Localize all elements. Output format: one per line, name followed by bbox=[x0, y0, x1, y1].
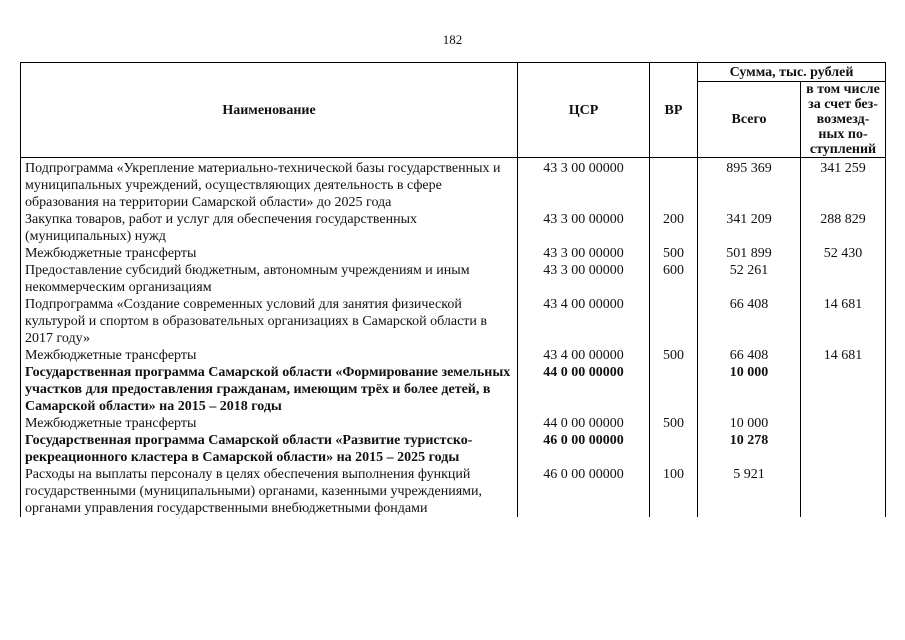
row-vr bbox=[650, 364, 698, 415]
row-vr bbox=[650, 158, 698, 212]
column-header-csr: ЦСР bbox=[518, 63, 650, 158]
table-row-program bbox=[21, 432, 886, 466]
row-vr: 100 bbox=[650, 466, 698, 517]
row-csr: 43 4 00 00000 bbox=[518, 347, 650, 364]
row-name: Подпрограмма «Создание современных условий для занятия физической культурой и спортом в образовательных организациях в Самарской области в 2017 году» bbox=[21, 296, 518, 347]
row-total: 66 408 bbox=[698, 296, 801, 347]
row-name: Государственная программа Самарской области «Формирование земельных участков для предоставления гражданам, имеющим трёх и более детей, в Самарской области» на 2015 – 2018 годы bbox=[21, 364, 518, 415]
row-total: 895 369 bbox=[698, 158, 801, 212]
row-name: Закупка товаров, работ и услуг для обеспечения государственных (муниципальных) нужд bbox=[21, 211, 518, 245]
row-vr: 500 bbox=[650, 347, 698, 364]
row-incl bbox=[801, 432, 886, 466]
table-row bbox=[21, 466, 886, 517]
row-total: 52 261 bbox=[698, 262, 801, 296]
row-csr: 46 0 00 00000 bbox=[518, 466, 650, 517]
column-header-incl: в том числе за счет без- возмезд- ных по- ступлений bbox=[801, 82, 886, 158]
table-row bbox=[21, 347, 886, 364]
row-incl: 14 681 bbox=[801, 347, 886, 364]
row-total: 10 278 bbox=[698, 432, 801, 466]
budget-table bbox=[20, 62, 886, 517]
row-name: Межбюджетные трансферты bbox=[21, 347, 518, 364]
row-total: 341 209 bbox=[698, 211, 801, 245]
row-csr: 43 3 00 00000 bbox=[518, 245, 650, 262]
row-name: Расходы на выплаты персоналу в целях обеспечения выполнения функций государственными (муниципальными) органами, казенными учреждениями, органами управления государственными внебюджетными фондами bbox=[21, 466, 518, 517]
row-incl: 288 829 bbox=[801, 211, 886, 245]
row-total: 5 921 bbox=[698, 466, 801, 517]
row-csr: 43 3 00 00000 bbox=[518, 262, 650, 296]
column-header-sum: Сумма, тыс. рублей bbox=[698, 63, 886, 82]
row-csr: 43 3 00 00000 bbox=[518, 158, 650, 212]
row-name: Межбюджетные трансферты bbox=[21, 245, 518, 262]
row-total: 10 000 bbox=[698, 364, 801, 415]
row-incl bbox=[801, 415, 886, 432]
row-incl bbox=[801, 364, 886, 415]
table-row-program bbox=[21, 364, 886, 415]
table-row bbox=[21, 245, 886, 262]
row-vr: 200 bbox=[650, 211, 698, 245]
row-name: Межбюджетные трансферты bbox=[21, 415, 518, 432]
table-row bbox=[21, 211, 886, 245]
row-total: 66 408 bbox=[698, 347, 801, 364]
page-number: 182 bbox=[442, 32, 463, 47]
row-vr: 600 bbox=[650, 262, 698, 296]
row-name: Государственная программа Самарской области «Развитие туристско-рекреационного кластера в Самарской области» на 2015 – 2025 годы bbox=[21, 432, 518, 466]
table-row bbox=[21, 296, 886, 347]
row-total: 10 000 bbox=[698, 415, 801, 432]
row-incl: 341 259 bbox=[801, 158, 886, 212]
row-incl: 52 430 bbox=[801, 245, 886, 262]
row-vr bbox=[650, 432, 698, 466]
row-vr bbox=[650, 296, 698, 347]
column-header-name: Наименование bbox=[21, 63, 518, 158]
column-header-vr: ВР bbox=[650, 63, 698, 158]
row-total: 501 899 bbox=[698, 245, 801, 262]
table-row bbox=[21, 158, 886, 212]
table-row bbox=[21, 262, 886, 296]
column-header-total: Всего bbox=[698, 82, 801, 158]
row-name: Подпрограмма «Укрепление материально-технической базы государственных и муниципальных учреждений, осуществляющих деятельность в сфере образования на территории Самарской области» до 2025 года bbox=[21, 158, 518, 212]
row-name: Предоставление субсидий бюджетным, автономным учреждениям и иным некоммерческим организациям bbox=[21, 262, 518, 296]
row-incl bbox=[801, 262, 886, 296]
table-row bbox=[21, 415, 886, 432]
row-csr: 43 3 00 00000 bbox=[518, 211, 650, 245]
row-vr: 500 bbox=[650, 245, 698, 262]
row-csr: 44 0 00 00000 bbox=[518, 415, 650, 432]
row-csr: 43 4 00 00000 bbox=[518, 296, 650, 347]
row-csr: 44 0 00 00000 bbox=[518, 364, 650, 415]
row-incl: 14 681 bbox=[801, 296, 886, 347]
row-vr: 500 bbox=[650, 415, 698, 432]
row-csr: 46 0 00 00000 bbox=[518, 432, 650, 466]
row-incl bbox=[801, 466, 886, 517]
